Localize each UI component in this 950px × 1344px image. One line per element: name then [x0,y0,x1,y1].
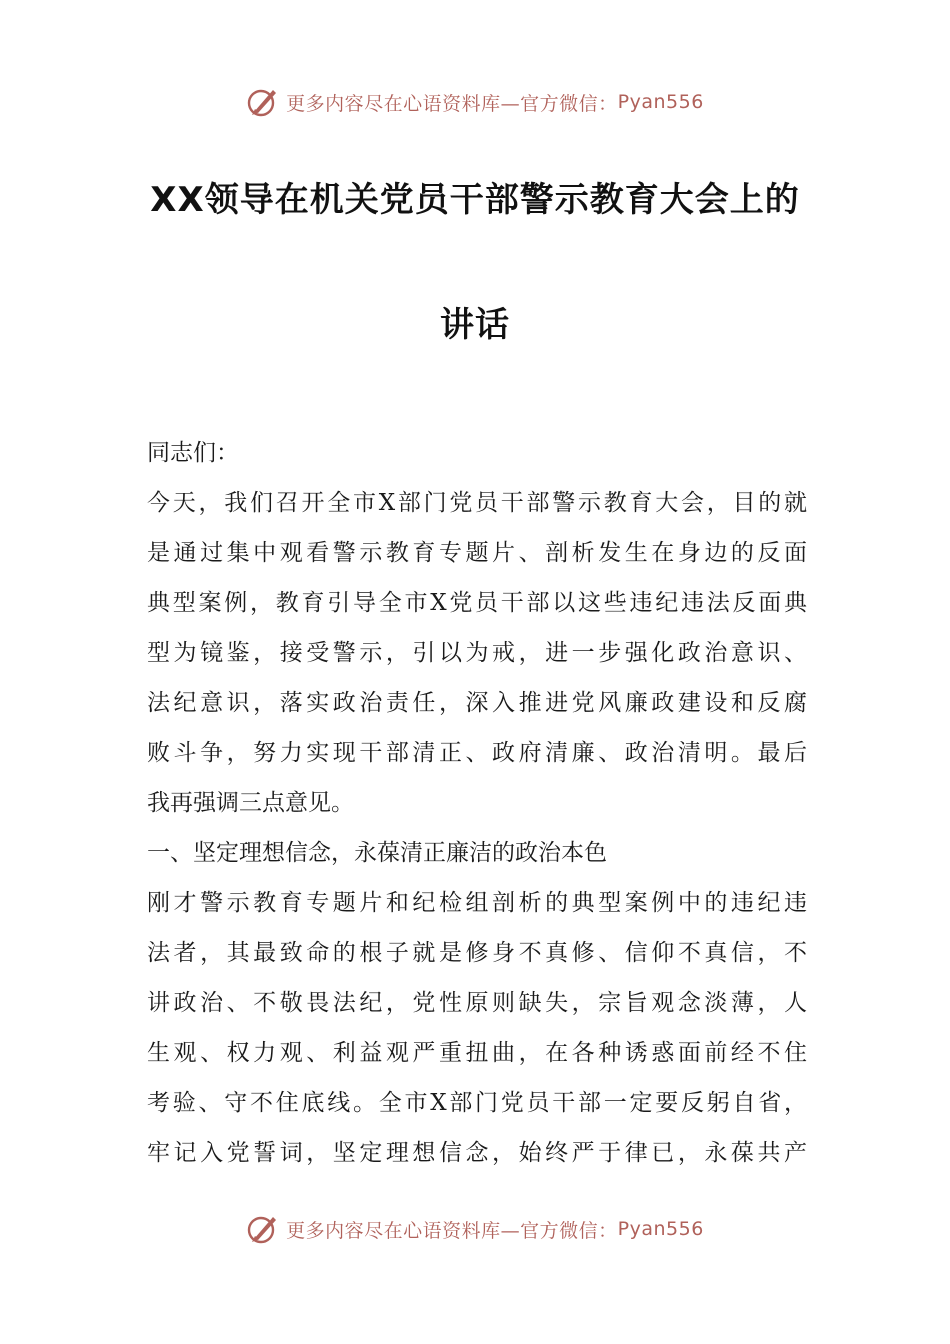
paragraph-line: 是通过集中观看警示教育专题片、剖析发生在身边的反面 [147,540,807,566]
paragraph-line: 法者，其最致命的根子就是修身不真修、信仰不真信，不 [147,940,807,966]
paragraph-line: 牢记入党誓词，坚定理想信念，始终严于律已，永葆共产 [147,1140,807,1166]
document-body [147,428,807,1178]
paragraph-line: 今天，我们召开全市X部门党员干部警示教育大会，目的就 [147,490,807,516]
section-heading: 一、坚定理想信念，永葆清正廉洁的政治本色 [147,840,607,866]
quill-circle-icon [246,85,280,119]
watermark-wechat-id: Pyan556 [617,91,704,113]
paragraph-line: 法纪意识，落实政治责任，深入推进党风廉政建设和反腐 [147,690,807,716]
salutation: 同志们： [147,440,239,466]
watermark-wechat-id: Pyan556 [617,1218,704,1240]
watermark-header [0,80,950,124]
quill-circle-icon [246,1212,280,1246]
paragraph-line: 考验、守不住底线。全市X部门党员干部一定要反躬自省， [147,1090,807,1116]
paragraph-line: 败斗争，努力实现干部清正、政府清廉、政治清明。最后 [147,740,807,766]
watermark-footer [0,1207,950,1251]
paragraph-line: 生观、权力观、利益观严重扭曲，在各种诱惑面前经不住 [147,1040,807,1066]
paragraph-line: 典型案例，教育引导全市X党员干部以这些违纪违法反面典 [147,590,807,616]
paragraph-line: 讲政治、不敬畏法纪，党性原则缺失，宗旨观念淡薄，人 [147,990,807,1016]
document-title-line-1: XX领导在机关党员干部警示教育大会上的 [150,180,800,220]
paragraph-line: 型为镜鉴，接受警示，引以为戒，进一步强化政治意识、 [147,640,807,666]
watermark-text: 更多内容尽在心语资料库—官方微信： [286,1219,618,1242]
document-title-line-2: 讲话 [440,305,510,345]
paragraph-line: 我再强调三点意见。 [147,790,354,816]
watermark-text: 更多内容尽在心语资料库—官方微信： [286,92,618,115]
paragraph-line: 刚才警示教育专题片和纪检组剖析的典型案例中的违纪违 [147,890,807,916]
